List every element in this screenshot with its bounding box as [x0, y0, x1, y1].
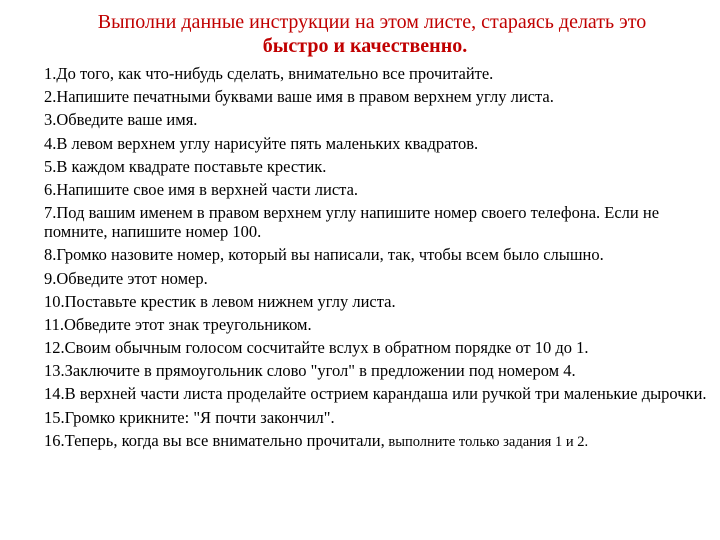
instruction-item-9: 9.Обведите этот номер. [44, 268, 208, 288]
instruction-item-5: 5.В каждом квадрате поставьте крестик. [44, 156, 327, 176]
instruction-item-14: 14.В верхней части листа проделайте острием карандаша или ручкой три маленькие дырочки. [44, 384, 707, 404]
instruction-item-3: 3.Обведите ваше имя. [44, 110, 198, 130]
instruction-item-6: 6.Напишите свое имя в верхней части листа. [44, 179, 359, 199]
instruction-item-4: 4.В левом верхнем углу нарисуйте пять маленьких квадратов. [44, 133, 479, 153]
instruction-item-10: 10.Поставьте крестик в левом нижнем углу листа. [44, 291, 396, 311]
instruction-item-11: 11.Обведите этот знак треугольником. [44, 314, 312, 334]
instruction-item-2: 2.Напишите печатными буквами ваше имя в правом верхнем углу листа. [44, 87, 554, 107]
instruction-16-main: 16.Теперь, когда вы все внимательно прочитали, [44, 430, 385, 450]
instruction-item-16 [44, 431, 712, 452]
instruction-16-tail: выполните только задания 1 и 2. [384, 433, 589, 450]
instruction-item-7: 7.Под вашим именем в правом верхнем углу напишите номер своего телефона. Если не помните, напишите номер 100. [44, 203, 660, 242]
instruction-item-12: 12.Своим обычным голосом сосчитайте вслух в обратном порядке от 10 до 1. [44, 338, 589, 358]
instruction-item-13: 13.Заключите в прямоугольник слово "угол" в предложении под номером 4. [44, 361, 576, 381]
slide-title [0, 10, 720, 58]
title-line-2: быстро и качественно. [262, 35, 468, 57]
instruction-list [44, 64, 712, 456]
instruction-item-15: 15.Громко крикните: "Я почти закончил". [44, 407, 335, 427]
title-line-1: Выполни данные инструкции на этом листе, стараясь делать это [97, 11, 647, 33]
instruction-item-8: 8.Громко назовите номер, который вы написали, так, чтобы всем было слышно. [44, 245, 604, 265]
instruction-item-1: 1.До того, как что-нибудь сделать, внимательно все прочитайте. [44, 64, 494, 83]
